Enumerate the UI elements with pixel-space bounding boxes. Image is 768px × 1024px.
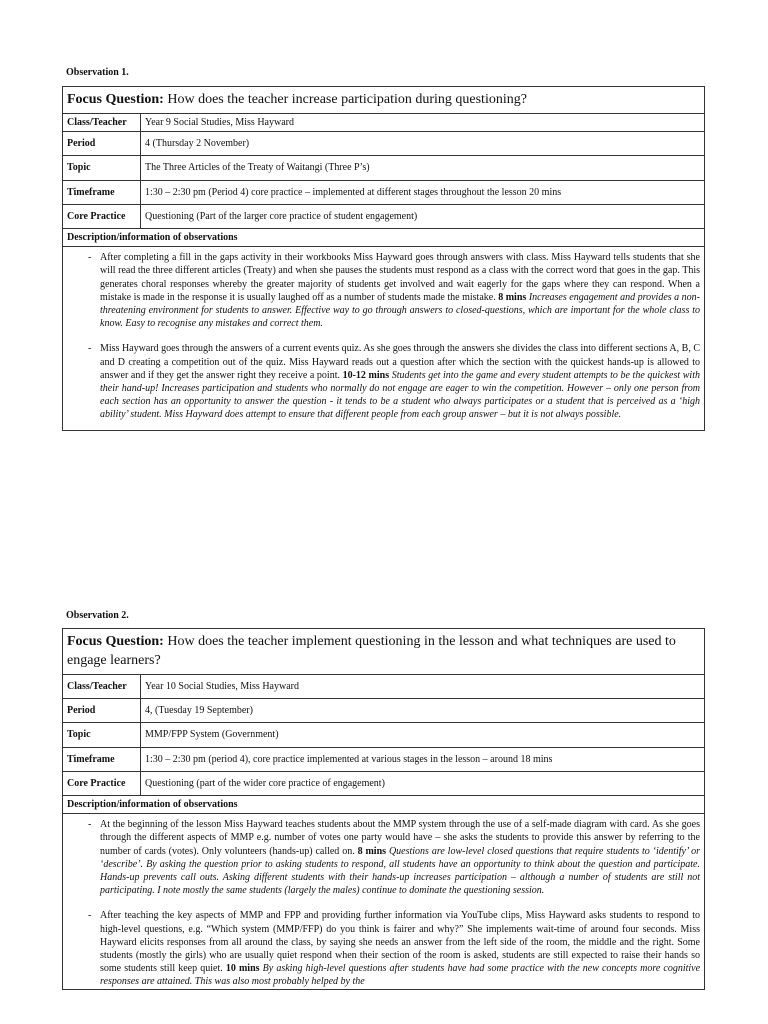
note-reflection: Questions are low-level closed questions that require students to ‘identify’ or ‘describe’. By asking the question prior to asking students to respond, all students have an opportunity to think about the question and participate. Hands-up prevents call outs. Asking different students with their hands-up increases participation – although a number of students are still not participating. I note mostly the same students (largely the males) continue to dominate the questioning session. [100,845,700,897]
row-label: Timeframe [63,180,141,204]
note-text: After completing a fill in the gaps activity in their workbooks Miss Hayward goes through answers with class. Miss Hayward tells students that she will read the three different articles (Treaty) and when she pauses the students must respond as a class with the correct word that goes in the gap. This generates choral responses whereby the greater majority of students get involved and wait eagerly for the gaps where they can respond. When a mistake is made in the response it is usually laughed off as a number of students made the mistake. [100,252,700,303]
focus-question-label: Focus Question: [67,634,164,649]
period-row [63,699,705,723]
note-text: At the beginning of the lesson Miss Hayward teaches students about the MMP system through the use of a self-made diagram with card. As she goes through the different aspects of MMP e.g. number of votes one party would have – she asks the students to provide this answer by referring to the number of cards (votes). Only volunteers (hands-up) called on. [100,819,700,857]
class-teacher-row [63,675,705,699]
note-duration: 10 mins [225,963,260,975]
observation-2-heading: Observation 2. [66,610,129,621]
row-label: Period [63,699,141,723]
observation-2-clip [0,628,768,1000]
focus-question-label: Focus Question: [67,92,164,107]
row-label: Core Practice [63,204,141,228]
note-duration: 10-12 mins [342,369,390,381]
observation-1-heading: Observation 1. [66,67,129,78]
core-practice-row [63,204,705,228]
note-reflection: Students get into the game and every student attempts to be the quickest with their hand-up! Increases participation and students who normally do not engage are eager to win the competition. However – only one person from each section has an opportunity to answer the question - it tends to be a student who always participates or a student that is perceived as a ‘high ability’ student. Miss Hayward does attempt to ensure that different people from each group answer – but it is not always possible. [100,369,700,421]
observation-note [100,251,700,330]
core-practice-row [63,771,705,795]
row-value: 4 (Thursday 2 November) [141,132,705,156]
row-label: Period [63,132,141,156]
focus-question-text: How does the teacher increase participation during questioning? [167,92,527,107]
focus-question-cell [63,87,705,114]
focus-question-cell [63,629,705,675]
note-duration: 8 mins [357,845,387,857]
row-value: Questioning (Part of the larger core practice of student engagement) [141,204,705,228]
description-heading: Description/information of observations [63,796,705,814]
note-duration: 8 mins [498,291,527,303]
period-row [63,132,705,156]
row-label: Core Practice [63,771,141,795]
focus-question-text: How does the teacher implement questioning in the lesson and what techniques are used to engage learners? [67,634,676,668]
row-label: Class/Teacher [63,675,141,699]
row-label: Class/Teacher [63,114,141,132]
row-value: 4, (Tuesday 19 September) [141,699,705,723]
row-value: 1:30 – 2:30 pm (period 4), core practice implemented at various stages in the lesson – around 18 mins [141,747,705,771]
description-cell [63,814,705,989]
row-value: MMP/FPP System (Government) [141,723,705,747]
row-label: Topic [63,723,141,747]
class-teacher-row [63,114,705,132]
timeframe-row [63,180,705,204]
row-label: Topic [63,156,141,180]
observation-1-table [62,86,705,431]
observation-note [100,909,700,988]
note-text: Miss Hayward goes through the answers of a current events quiz. As she goes through the answers she divides the class into different sections A, B, C and D creating a competition out of the quiz. Miss Hayward reads out a question after which the section with the quickest hands-up is allowed to answer and if they get the answer right they receive a point. [100,343,700,381]
description-heading: Description/information of observations [63,229,705,247]
row-value: 1:30 – 2:30 pm (Period 4) core practice – implemented at different stages throughout the lesson 20 mins [141,180,705,204]
observation-2-table [62,628,705,990]
description-cell [63,247,705,430]
observation-note [100,342,700,421]
row-value: Questioning (part of the wider core practice of engagement) [141,771,705,795]
topic-row [63,156,705,180]
row-value: The Three Articles of the Treaty of Waitangi (Three P’s) [141,156,705,180]
observation-note [100,818,700,897]
row-label: Timeframe [63,747,141,771]
note-text: After teaching the key aspects of MMP and FPP and providing further information via YouTube clips, Miss Hayward asks students to respond to high-level questions, e.g. “Which system (MMP/FFP) do you think is fairer and why?” She implements wait-time of around four seconds. Miss Hayward elicits responses from all around the class, by saying she needs an answer from the left side of the room, the middle and the right. Some students (mostly the girls) who are usually quiet respond when their section of the room is asked, students are still expected to raise their hands so some students still keep quiet. [100,910,700,975]
row-value: Year 10 Social Studies, Miss Hayward [141,675,705,699]
note-reflection: Increases engagement and provides a non-threatening environment for students to answer. Effective way to go through answers to closed-questions, which are important for the whole class to know. Easy to recognise any mistakes and correct them. [100,291,701,330]
timeframe-row [63,747,705,771]
topic-row [63,723,705,747]
note-reflection: By asking high-level questions after students have had some practice with the new concepts more cognitive responses are attained. This was also most probably helped by the [100,963,701,988]
row-value: Year 9 Social Studies, Miss Hayward [141,114,705,132]
